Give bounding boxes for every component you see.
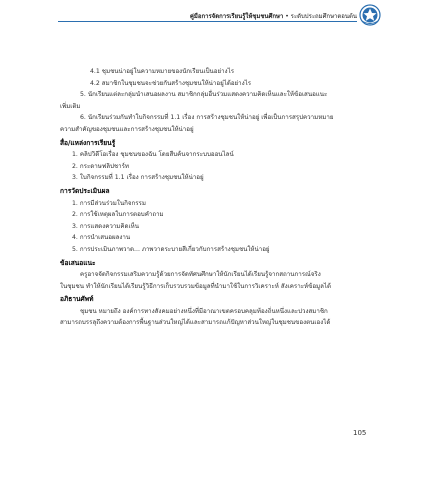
body-line: ความสำคัญของชุมชนและการสร้างชุมชนให้น่าอยู่ xyxy=(60,125,194,133)
page-content xyxy=(60,66,360,329)
body-line: ในชุมชน ทำให้นักเรียนได้เรียนรู้วิธีการเก็บรวบรวมข้อมูลที่นำมาใช้ในการวิเคราะห์ สังเคราะห์ข้อมูลได้ xyxy=(60,282,332,290)
list-item: 1. คลิปวิดีโอเรื่อง ชุมชนของฉัน โดยสืบค้นจากระบบออนไลน์ xyxy=(72,151,234,159)
body-line: 4.2 สมาชิกในชุมชนจะช่วยกันสร้างชุมชนให้น่าอยู่ได้อย่างไร xyxy=(90,79,252,87)
page-number: 105 xyxy=(353,429,367,437)
header-rule xyxy=(58,21,357,22)
section-heading-materials: สื่อ/แหล่งการเรียนรู้ xyxy=(60,138,116,147)
list-item: 3. การแสดงความคิดเห็น xyxy=(72,222,139,230)
section-heading-suggestions: ข้อเสนอแนะ xyxy=(60,258,96,267)
list-item: 2. กระดาษฟลิปชาร์ท xyxy=(72,162,130,170)
list-item: 2. การใช้เหตุผลในการตอบคำถาม xyxy=(72,211,164,219)
header-title-bold: คู่มือการจัดการเรียนรู้ให้ชุมชนศึกษา xyxy=(189,13,284,20)
list-item: 3. ใบกิจกรรมที่ 1.1 เรื่อง การสร้างชุมชนให้น่าอยู่ xyxy=(72,174,204,182)
body-line: ครูอาจจัดกิจกรรมเสริมความรู้ด้วยการจัดทัศนศึกษาให้นักเรียนได้เรียนรู้จากสถานการณ์จริง xyxy=(80,271,321,279)
header-title xyxy=(190,11,357,21)
body-line: สามารถบรรลุถึงความต้องการพื้นฐานส่วนใหญ่ได้และสามารถแก้ปัญหาส่วนใหญ่ในชุมชนของตนเองได้ xyxy=(60,319,331,327)
emblem-logo-icon xyxy=(359,4,381,26)
list-item: 1. การมีส่วนร่วมในกิจกรรม xyxy=(72,199,146,207)
body-line: ชุมชน หมายถึง องค์การทางสังคมอย่างหนึ่งที่มีอาณาเขตครอบคลุมท้องถิ่นหนึ่งและปวงสมาชิก xyxy=(80,307,328,315)
page-header xyxy=(0,0,427,30)
section-heading-evaluation: การวัดประเมินผล xyxy=(60,186,110,195)
section-heading-glossary: อภิธานศัพท์ xyxy=(60,295,94,304)
list-item: 4. การนำเสนอผลงาน xyxy=(72,234,131,242)
body-line: 6. นักเรียนร่วมกันทำใบกิจกรรมที่ 1.1 เรื่อง การสร้างชุมชนให้น่าอยู่ เพื่อเป็นการสรุปความหมาย xyxy=(80,114,334,122)
body-line: เพิ่มเติม xyxy=(60,102,81,110)
header-title-rest: • ระดับประถมศึกษาตอนต้น xyxy=(283,13,357,20)
list-item: 5. การประเมินภาพวาด... ภาพวาดระบายสีเกี่ยวกับการสร้างชุมชนให้น่าอยู่ xyxy=(72,245,270,253)
body-line: 5. นักเรียนแต่ละกลุ่มนำเสนอผลงาน สมาชิกกลุ่มอื่นร่วมแสดงความคิดเห็นและให้ข้อเสนอแนะ xyxy=(80,91,328,99)
body-line: 4.1 ชุมชนน่าอยู่ในความหมายของนักเรียนเป็นอย่างไร xyxy=(90,68,235,75)
